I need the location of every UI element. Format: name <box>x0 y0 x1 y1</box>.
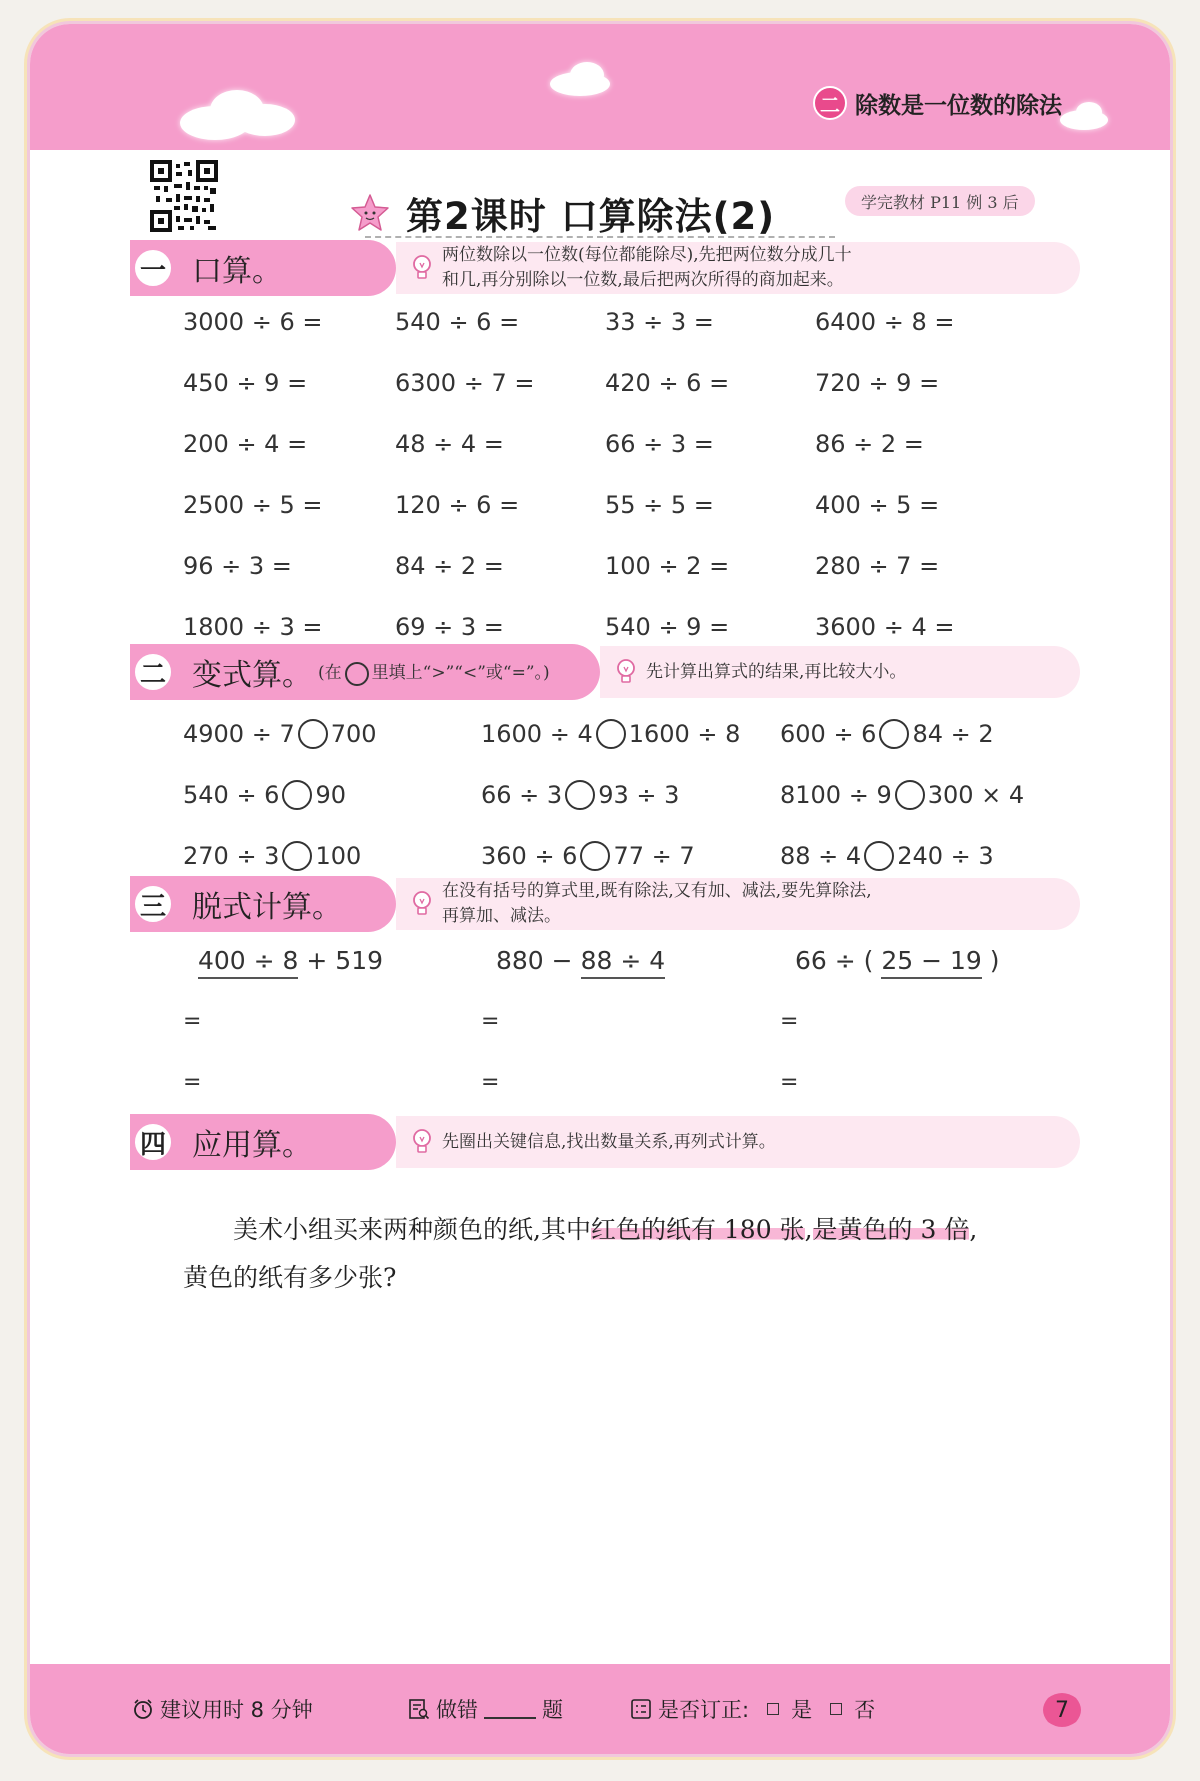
textbook-ref-tag: 学完教材 P11 例 3 后 <box>845 186 1035 216</box>
unit-badge: 二 <box>813 86 847 120</box>
answer-circle[interactable] <box>580 841 610 871</box>
lesson-header <box>350 186 775 240</box>
oral-calc-item: 3600 ÷ 4 = <box>815 613 955 641</box>
lightbulb-icon <box>410 889 434 919</box>
word-problem: 美术小组买来两种颜色的纸,其中红色的纸有 180 张,是黄色的 3 倍, 黄色的纸有多少张? <box>183 1215 978 1292</box>
no-checkbox[interactable] <box>830 1703 842 1715</box>
equals-sign: = <box>183 1070 202 1095</box>
oral-calc-item: 2500 ÷ 5 = <box>183 491 323 519</box>
compare-item: 270 ÷ 3 100 <box>183 842 362 870</box>
compare-item: 600 ÷ 6 84 ÷ 2 <box>780 720 994 748</box>
section-tip <box>396 242 1080 294</box>
answer-circle[interactable] <box>565 780 595 810</box>
oral-calc-item: 84 ÷ 2 = <box>395 552 504 580</box>
page-number: 7 <box>1038 1690 1086 1730</box>
lesson-underline <box>365 236 835 238</box>
oral-calc-item: 66 ÷ 3 = <box>605 430 714 458</box>
tip-text: 在没有括号的算式里,既有除法,又有加、减法,要先算除法, 再算加、减法。 <box>442 881 872 926</box>
workbook-page <box>30 24 1170 1754</box>
equals-sign: = <box>481 1009 500 1034</box>
section-2-header <box>130 644 1080 700</box>
oral-calc-item: 96 ÷ 3 = <box>183 552 292 580</box>
wrong-count: 做错 题 <box>408 1694 563 1724</box>
section-tip <box>396 878 1080 930</box>
equals-sign: = <box>481 1070 500 1095</box>
section-title: 变式算。 <box>192 658 312 693</box>
lesson-title: 第2课时 口算除法(2) <box>406 195 776 238</box>
oral-calc-item: 48 ÷ 4 = <box>395 430 504 458</box>
compare-item: 8100 ÷ 9 300 × 4 <box>780 781 1025 809</box>
compare-item: 88 ÷ 4 240 ÷ 3 <box>780 842 994 870</box>
section-number: 三 <box>132 883 174 925</box>
star-icon <box>350 193 390 233</box>
footer <box>30 1664 1170 1754</box>
yes-checkbox[interactable] <box>767 1703 779 1715</box>
answer-circle[interactable] <box>282 780 312 810</box>
oral-calc-item: 400 ÷ 5 = <box>815 491 940 519</box>
section-1-header <box>130 240 1080 296</box>
section-4-header <box>130 1114 1080 1170</box>
oral-calc-item: 120 ÷ 6 = <box>395 491 520 519</box>
equals-sign: = <box>780 1009 799 1034</box>
section-number: 二 <box>132 651 174 693</box>
highlight: 红色的纸有 180 张 <box>590 1215 805 1244</box>
section-number: 四 <box>132 1121 174 1163</box>
oral-calc-item: 1800 ÷ 3 = <box>183 613 323 641</box>
oral-calc-item: 450 ÷ 9 = <box>183 369 308 397</box>
section-tip <box>396 1116 1080 1168</box>
lightbulb-icon <box>614 657 638 687</box>
checklist-icon <box>630 1698 652 1720</box>
section-note: (在 里填上“>”“<”或“=”。) <box>318 658 550 686</box>
qr-code-icon[interactable] <box>150 160 218 232</box>
section-title: 应用算。 <box>192 1128 312 1163</box>
lightbulb-icon <box>410 1127 434 1157</box>
section-title: 口算。 <box>192 254 282 289</box>
oral-calc-item: 33 ÷ 3 = <box>605 308 714 336</box>
section-tab <box>130 240 396 296</box>
equals-sign: = <box>780 1070 799 1095</box>
stepwise-expression: 880 − 88 ÷ 4 <box>496 946 665 975</box>
stepwise-expression: 66 ÷ ( 25 − 19 ) <box>795 946 1000 975</box>
wrong-count-blank[interactable] <box>484 1699 536 1719</box>
compare-item: 66 ÷ 3 93 ÷ 3 <box>481 781 680 809</box>
suggested-time: 建议用时 8 分钟 <box>132 1694 313 1724</box>
tip-text: 先圈出关键信息,找出数量关系,再列式计算。 <box>442 1131 776 1152</box>
answer-circle[interactable] <box>298 719 328 749</box>
oral-calc-item: 540 ÷ 6 = <box>395 308 520 336</box>
tip-text: 先计算出算式的结果,再比较大小。 <box>646 661 907 682</box>
oral-calc-item: 540 ÷ 9 = <box>605 613 730 641</box>
answer-circle[interactable] <box>895 780 925 810</box>
oral-calc-item: 420 ÷ 6 = <box>605 369 730 397</box>
answer-circle[interactable] <box>879 719 909 749</box>
oral-calc-item: 6300 ÷ 7 = <box>395 369 535 397</box>
compare-item: 4900 ÷ 7 700 <box>183 720 377 748</box>
section-title: 脱式计算。 <box>192 890 342 925</box>
oral-calc-item: 55 ÷ 5 = <box>605 491 714 519</box>
corrected-question: 是否订正: 是 否 <box>630 1694 875 1724</box>
oral-calc-item: 86 ÷ 2 = <box>815 430 924 458</box>
oral-calc-item: 720 ÷ 9 = <box>815 369 940 397</box>
equals-sign: = <box>183 1009 202 1034</box>
unit-title: 除数是一位数的除法 <box>855 92 1062 119</box>
stepwise-expression: 400 ÷ 8 + 519 <box>198 946 383 975</box>
oral-calc-item: 200 ÷ 4 = <box>183 430 308 458</box>
search-doc-icon <box>408 1698 430 1720</box>
compare-item: 360 ÷ 6 77 ÷ 7 <box>481 842 695 870</box>
answer-circle[interactable] <box>596 719 626 749</box>
section-number: 一 <box>132 247 174 289</box>
section-tab <box>130 876 396 932</box>
oral-calc-item: 3000 ÷ 6 = <box>183 308 323 336</box>
answer-circle[interactable] <box>282 841 312 871</box>
oral-calc-item: 6400 ÷ 8 = <box>815 308 955 336</box>
circle-icon <box>345 662 369 686</box>
answer-circle[interactable] <box>864 841 894 871</box>
section-tip <box>600 646 1080 698</box>
oral-calc-item: 69 ÷ 3 = <box>395 613 504 641</box>
oral-calc-item: 100 ÷ 2 = <box>605 552 730 580</box>
lightbulb-icon <box>410 253 434 283</box>
section-3-header <box>130 876 1080 932</box>
compare-item: 540 ÷ 6 90 <box>183 781 346 809</box>
section-tab <box>130 1114 396 1170</box>
clock-icon <box>132 1698 154 1720</box>
section-tab <box>130 644 600 700</box>
compare-item: 1600 ÷ 4 1600 ÷ 8 <box>481 720 741 748</box>
highlight: 是黄色的 3 倍 <box>812 1215 970 1244</box>
unit-tag <box>813 86 1062 120</box>
tip-text: 两位数除以一位数(每位都能除尽),先把两位数分成几十 和几,再分别除以一位数,最后把两次所得的商加起来。 <box>442 245 852 290</box>
oral-calc-item: 280 ÷ 7 = <box>815 552 940 580</box>
